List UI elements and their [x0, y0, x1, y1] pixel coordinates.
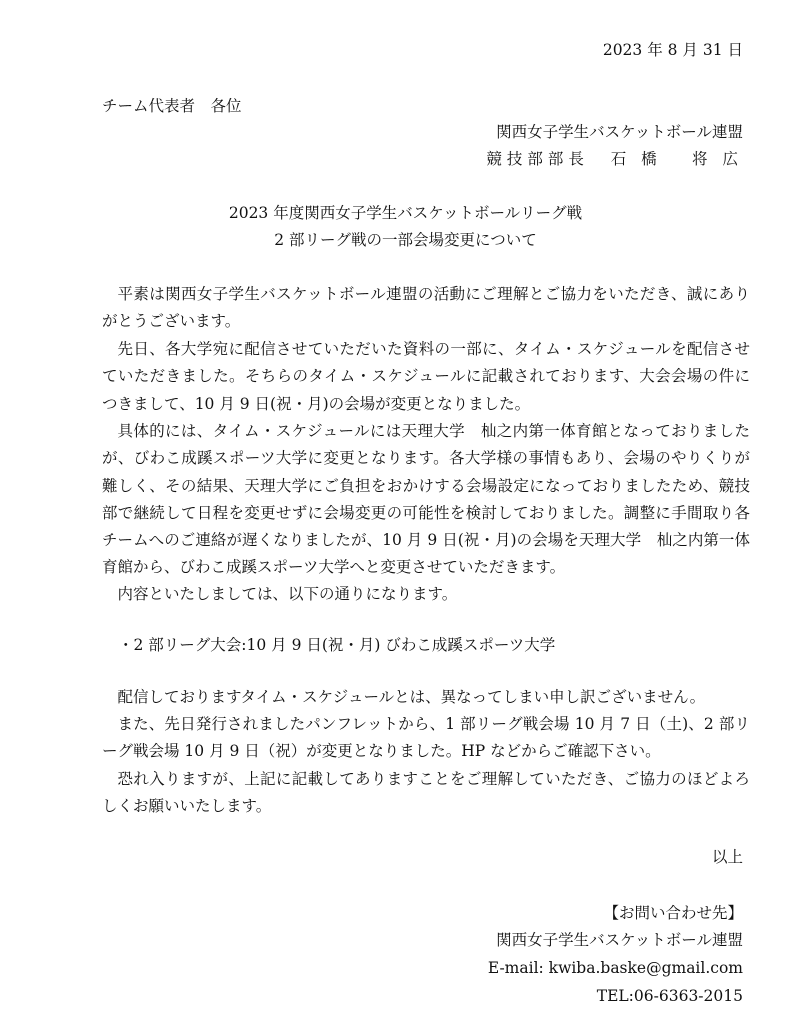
body-paragraph-4: 内容といたしましては、以下の通りになります。 — [117, 585, 458, 603]
document-title-line-2: 2 部リーグ戦の一部会場変更について — [274, 231, 537, 249]
body-paragraph-7: 恐れ入りますが、上記に記載してありますことをご理解していただき、ご協力のほどよろしくお願いいたします。 — [102, 770, 750, 816]
body-paragraph-3: 具体的には、タイム・スケジュールには天理大学 杣之内第一体育館となっておりましたが、びわこ成蹊スポーツ大学に変更となります。各大学様の事情もあり、会場のやりくりが難しく、その結果、天理大学にご負担をおかけする会場設定になっておりましたため、競技部で継続して日程を変更せずに会場変更の可能性を検討しておりました。調整に手間取り各チームへのご連絡が遅くなりましたが、10 月 9 日(祝・月)の会場を天理大学 杣之内第一体育館から、びわこ成蹊スポーツ大学へと変更させていただきます。 — [102, 422, 750, 577]
body-paragraph-6: また、先日発行されましたパンフレットから、1 部リーグ戦会場 10 月 7 日（土)、2 部リーグ戦会場 10 月 9 日（祝）が変更となりました。HP などからご確認下さい。 — [102, 715, 750, 761]
document-date: 2023 年 8 月 31 日 — [602, 41, 743, 59]
bullet-venue-change: ・2 部リーグ大会:10 月 9 日(祝・月) びわこ成蹊スポーツ大学 — [118, 636, 556, 654]
contact-tel: TEL:06-6363-2015 — [596, 987, 743, 1005]
contact-heading: 【お問い合わせ先】 — [603, 904, 743, 922]
document-title-line-1: 2023 年度関西女子学生バスケットボールリーグ戦 — [228, 204, 583, 222]
sender-title: 競技部部長 — [486, 150, 589, 168]
sender-name: 石 橋 将 広 — [610, 150, 743, 168]
sender-line — [486, 149, 743, 169]
body-paragraph-1: 平素は関西女子学生バスケットボール連盟の活動にご理解とご協力をいただき、誠にありがとうございます。 — [102, 285, 750, 331]
contact-email: E-mail: kwiba.baske@gmail.com — [487, 959, 743, 977]
sender-organization: 関西女子学生バスケットボール連盟 — [496, 123, 743, 141]
contact-organization: 関西女子学生バスケットボール連盟 — [496, 931, 743, 949]
addressee: チーム代表者 各位 — [102, 97, 242, 115]
body-paragraph-2: 先日、各大学宛に配信させていただいた資料の一部に、タイム・スケジュールを配信させていただきました。そちらのタイム・スケジュールに記載されております、大会会場の件につきまして、10 月 9 日(祝・月)の会場が変更となりました。 — [102, 340, 750, 413]
body-paragraph-5: 配信しておりますタイム・スケジュールとは、異なってしまい申し訳ございません。 — [117, 688, 706, 706]
closing-ijo: 以上 — [711, 848, 743, 866]
